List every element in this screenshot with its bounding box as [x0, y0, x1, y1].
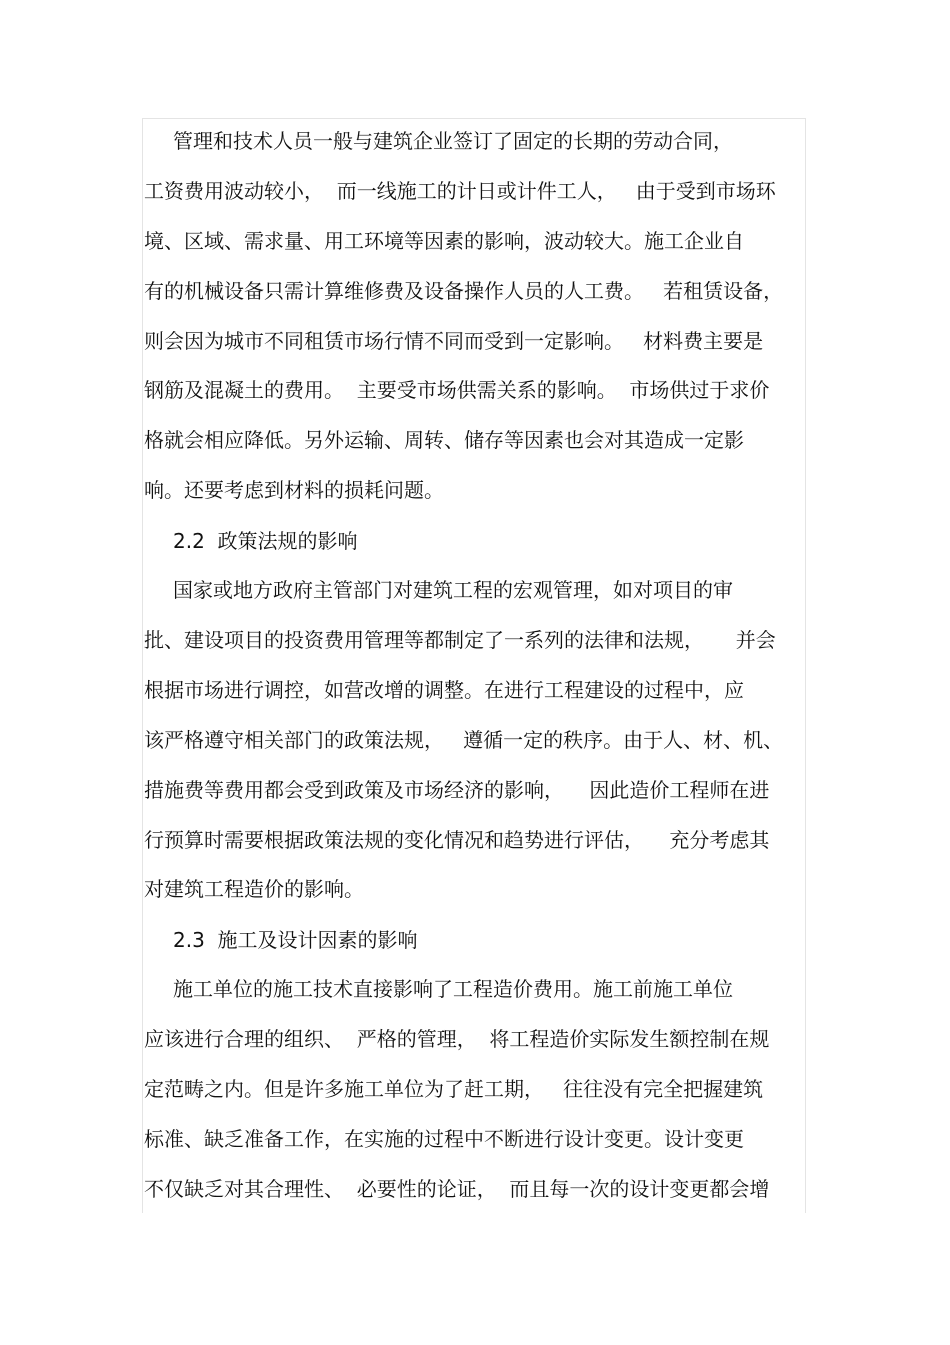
body-text-line: 定范畴之内。但是许多施工单位为了赶工期， 往往没有完全把握建筑: [144, 1077, 764, 1101]
body-text-line: 对建筑工程造价的影响。: [144, 877, 364, 901]
body-text-line: 批、建设项目的投资费用管理等都制定了一系列的法律和法规， 并会: [144, 628, 776, 652]
body-text-line: 钢筋及混凝土的费用。 主要受市场供需关系的影响。 市场供过于求价: [144, 378, 770, 402]
body-text-line: 该严格遵守相关部门的政策法规， 遵循一定的秩序。由于人、材、机、: [144, 728, 784, 752]
body-text-line: 施工单位的施工技术直接影响了工程造价费用。施工前施工单位: [173, 977, 733, 1001]
body-text-line: 不仅缺乏对其合理性、 必要性的论证， 而且每一次的设计变更都会增: [144, 1177, 770, 1201]
body-text-line: 国家或地方政府主管部门对建筑工程的宏观管理，如对项目的审: [173, 578, 733, 602]
body-text-line: 响。还要考虑到材料的损耗问题。: [144, 478, 444, 502]
body-text-line: 有的机械设备只需计算维修费及设备操作人员的人工费。 若租赁设备，: [144, 279, 784, 303]
body-text-line: 行预算时需要根据政策法规的变化情况和趋势进行评估， 充分考虑其: [144, 828, 770, 852]
body-text-line: 措施费等费用都会受到政策及市场经济的影响， 因此造价工程师在进: [144, 778, 770, 802]
body-text-line: 管理和技术人员一般与建筑企业签订了固定的长期的劳动合同，: [173, 129, 733, 153]
body-text-line: 工资费用波动较小， 而一线施工的计日或计件工人， 由于受到市场环: [144, 179, 776, 203]
section-heading-2-2: 2.2 政策法规的影响: [173, 529, 358, 553]
body-text-line: 应该进行合理的组织、 严格的管理， 将工程造价实际发生额控制在规: [144, 1027, 770, 1051]
section-heading-2-3: 2.3 施工及设计因素的影响: [173, 928, 418, 952]
body-text-line: 标准、缺乏准备工作，在实施的过程中不断进行设计变更。设计变更: [144, 1127, 744, 1151]
body-text-line: 境、区域、需求量、用工环境等因素的影响，波动较大。施工企业自: [144, 229, 744, 253]
body-text-line: 格就会相应降低。另外运输、周转、储存等因素也会对其造成一定影: [144, 428, 744, 452]
body-text-line: 则会因为城市不同租赁市场行情不同而受到一定影响。 材料费主要是: [144, 329, 764, 353]
body-text-line: 根据市场进行调控，如营改增的调整。在进行工程建设的过程中，应: [144, 678, 744, 702]
